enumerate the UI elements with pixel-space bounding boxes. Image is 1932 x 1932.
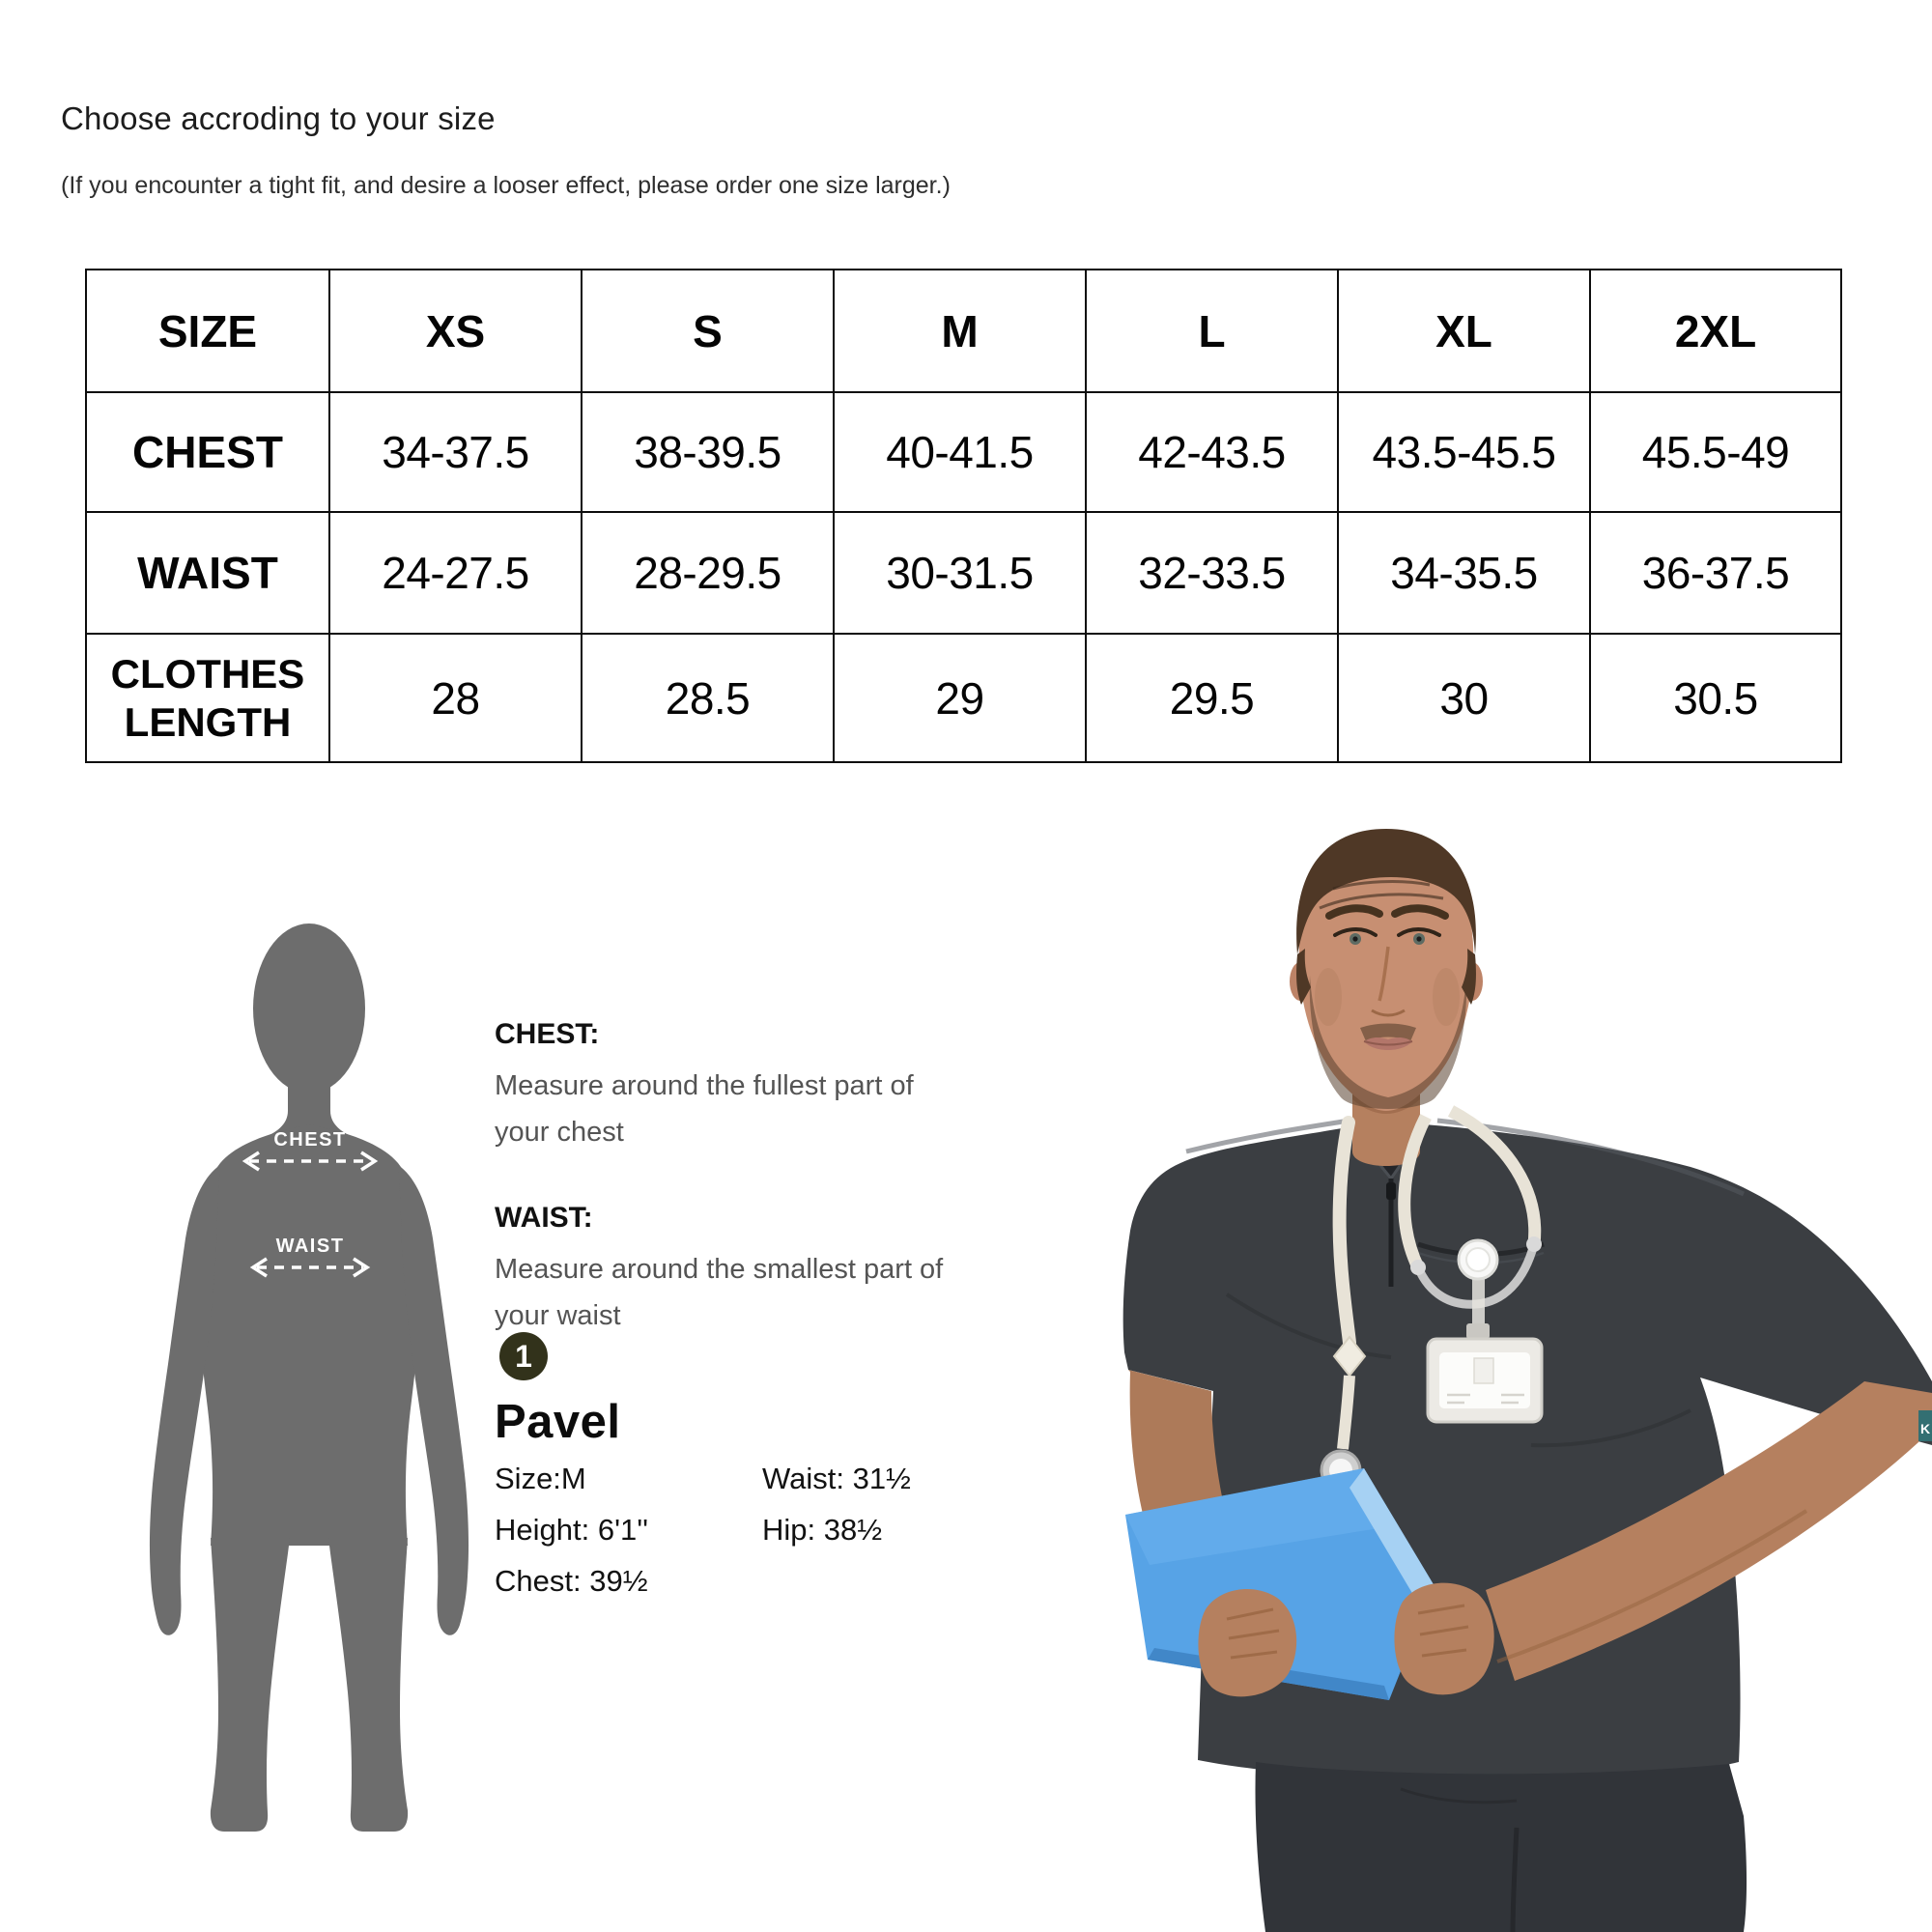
table-cell: 30 bbox=[1338, 634, 1590, 762]
model-chest: Chest: 39½ bbox=[495, 1564, 648, 1598]
table-cell: 24-27.5 bbox=[329, 512, 582, 634]
table-cell: 28-29.5 bbox=[582, 512, 834, 634]
table-cell: 36-37.5 bbox=[1590, 512, 1841, 634]
table-row-waist bbox=[86, 512, 1841, 634]
model-photo bbox=[1111, 792, 1932, 1932]
table-header-cell: 2XL bbox=[1590, 270, 1841, 392]
table-header-cell: L bbox=[1086, 270, 1338, 392]
right-hand bbox=[1394, 1583, 1493, 1695]
model-size: Size:M bbox=[495, 1462, 586, 1495]
table-cell: 30.5 bbox=[1590, 634, 1841, 762]
table-cell: 38-39.5 bbox=[582, 392, 834, 512]
silhouette-waist-label: WAIST bbox=[275, 1236, 345, 1257]
table-cell: 42-43.5 bbox=[1086, 392, 1338, 512]
table-header-cell: XL bbox=[1338, 270, 1590, 392]
table-row-label: CLOTHES LENGTH bbox=[86, 634, 329, 762]
silhouette-chest-label: CHEST bbox=[273, 1129, 347, 1151]
scrub-pants bbox=[1255, 1762, 1747, 1932]
sleeve-tag-letter: K bbox=[1920, 1421, 1931, 1436]
model-number-badge: 1 bbox=[499, 1332, 548, 1380]
table-header-cell: S bbox=[582, 270, 834, 392]
table-cell: 29 bbox=[834, 634, 1086, 762]
sleeve-brand-tag bbox=[1918, 1410, 1932, 1441]
table-header-cell: SIZE bbox=[86, 270, 329, 392]
size-table bbox=[85, 269, 1842, 763]
page-title: Choose accroding to your size bbox=[61, 100, 496, 136]
model-waist: Waist: 31½ bbox=[762, 1462, 911, 1495]
waist-guide-heading: WAIST: bbox=[495, 1202, 593, 1234]
waist-guide-text: Measure around the smallest part of your waist bbox=[495, 1254, 944, 1331]
left-hand bbox=[1198, 1589, 1296, 1696]
table-cell: 34-35.5 bbox=[1338, 512, 1590, 634]
table-cell: 43.5-45.5 bbox=[1338, 392, 1590, 512]
table-row-label: CHEST bbox=[86, 392, 329, 512]
table-cell: 28.5 bbox=[582, 634, 834, 762]
table-cell: 45.5-49 bbox=[1590, 392, 1841, 512]
chest-guide-text: Measure around the fullest part of your chest bbox=[495, 1070, 914, 1148]
measuring-silhouette bbox=[126, 920, 493, 1839]
table-row-clothes-length bbox=[86, 634, 1841, 762]
model-hip: Hip: 38½ bbox=[762, 1513, 883, 1547]
page-subtitle: (If you encounter a tight fit, and desire a looser effect, please order one size larger.) bbox=[61, 172, 951, 199]
size-table-header-row bbox=[86, 270, 1841, 392]
table-cell: 34-37.5 bbox=[329, 392, 582, 512]
table-cell: 29.5 bbox=[1086, 634, 1338, 762]
table-cell: 30-31.5 bbox=[834, 512, 1086, 634]
table-header-cell: M bbox=[834, 270, 1086, 392]
model-name: Pavel bbox=[495, 1396, 621, 1448]
silhouette-body bbox=[150, 923, 469, 1832]
model-height: Height: 6'1'' bbox=[495, 1513, 649, 1547]
chest-guide-heading: CHEST: bbox=[495, 1018, 600, 1050]
table-cell: 28 bbox=[329, 634, 582, 762]
table-cell: 32-33.5 bbox=[1086, 512, 1338, 634]
table-row-chest bbox=[86, 392, 1841, 512]
table-row-label: WAIST bbox=[86, 512, 329, 634]
table-cell: 40-41.5 bbox=[834, 392, 1086, 512]
table-header-cell: XS bbox=[329, 270, 582, 392]
